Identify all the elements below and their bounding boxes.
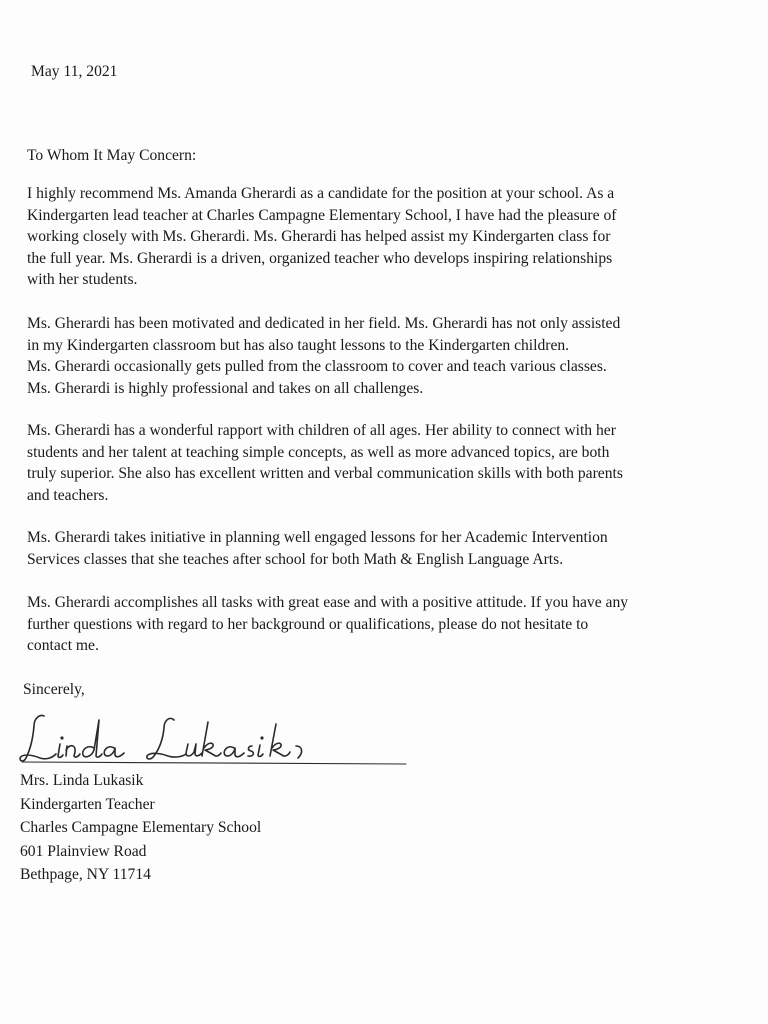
paragraph-line: truly superior. She also has excellent written and verbal communication skills with both parents — [27, 465, 623, 483]
paragraph-line: the full year. Ms. Gherardi is a driven, organized teacher who develops inspiring relationships — [27, 249, 613, 267]
paragraph-line: with her students. — [27, 271, 138, 289]
paragraph-line: Ms. Gherardi takes initiative in planning well engaged lessons for her Academic Intervention — [27, 529, 608, 546]
paragraph-line: further questions with regard to her background or qualifications, please do not hesitate to — [27, 615, 589, 633]
paragraph-line: Services classes that she teaches after school for both Math & English Language Arts. — [27, 550, 564, 568]
letter-date: May 11, 2021 — [31, 63, 118, 80]
paragraph-3 — [27, 420, 747, 506]
paragraph-5 — [27, 592, 747, 657]
paragraph-line: Ms. Gherardi has been motivated and dedicated in her field. Ms. Gherardi has not only assisted — [27, 315, 621, 332]
paragraph-line: Ms. Gherardi accomplishes all tasks with great ease and with a positive attitude. If you have any — [27, 594, 629, 611]
signer-street: 601 Plainview Road — [20, 842, 147, 860]
signer-title: Kindergarten Teacher — [20, 795, 155, 813]
paragraph-line: I highly recommend Ms. Amanda Gherardi as a candidate for the position at your school. As a — [27, 185, 615, 202]
closing: Sincerely, — [23, 681, 85, 698]
salutation: To Whom It May Concern: — [27, 147, 197, 164]
paragraph-line: in my Kindergarten classroom but has also taught lessons to the Kindergarten children. — [27, 336, 570, 354]
paragraph-1 — [27, 183, 747, 291]
signer-name: Mrs. Linda Lukasik — [20, 772, 144, 789]
paragraph-line: working closely with Ms. Gherardi. Ms. Gherardi has helped assist my Kindergarten class for — [27, 228, 611, 246]
paragraph-line: Ms. Gherardi occasionally gets pulled from the classroom to cover and teach various classes. — [27, 358, 607, 376]
paragraph-2 — [27, 313, 747, 399]
signer-school: Charles Campagne Elementary School — [20, 819, 262, 836]
paragraph-line: and teachers. — [27, 486, 109, 504]
paragraph-line: Kindergarten lead teacher at Charles Campagne Elementary School, I have had the pleasure of — [27, 206, 617, 224]
signature-block — [20, 769, 261, 887]
paragraph-line: contact me. — [27, 637, 99, 655]
paragraph-line: Ms. Gherardi has a wonderful rapport with children of all ages. Her ability to connect with her — [27, 422, 616, 439]
paragraph-line: students and her talent at teaching simple concepts, as well as more advanced topics, are both — [27, 443, 610, 461]
paragraph-4 — [27, 527, 747, 570]
signer-city: Bethpage, NY 11714 — [20, 866, 151, 883]
paragraph-line: Ms. Gherardi is highly professional and takes on all challenges. — [27, 379, 424, 397]
handwritten-signature — [14, 708, 414, 770]
